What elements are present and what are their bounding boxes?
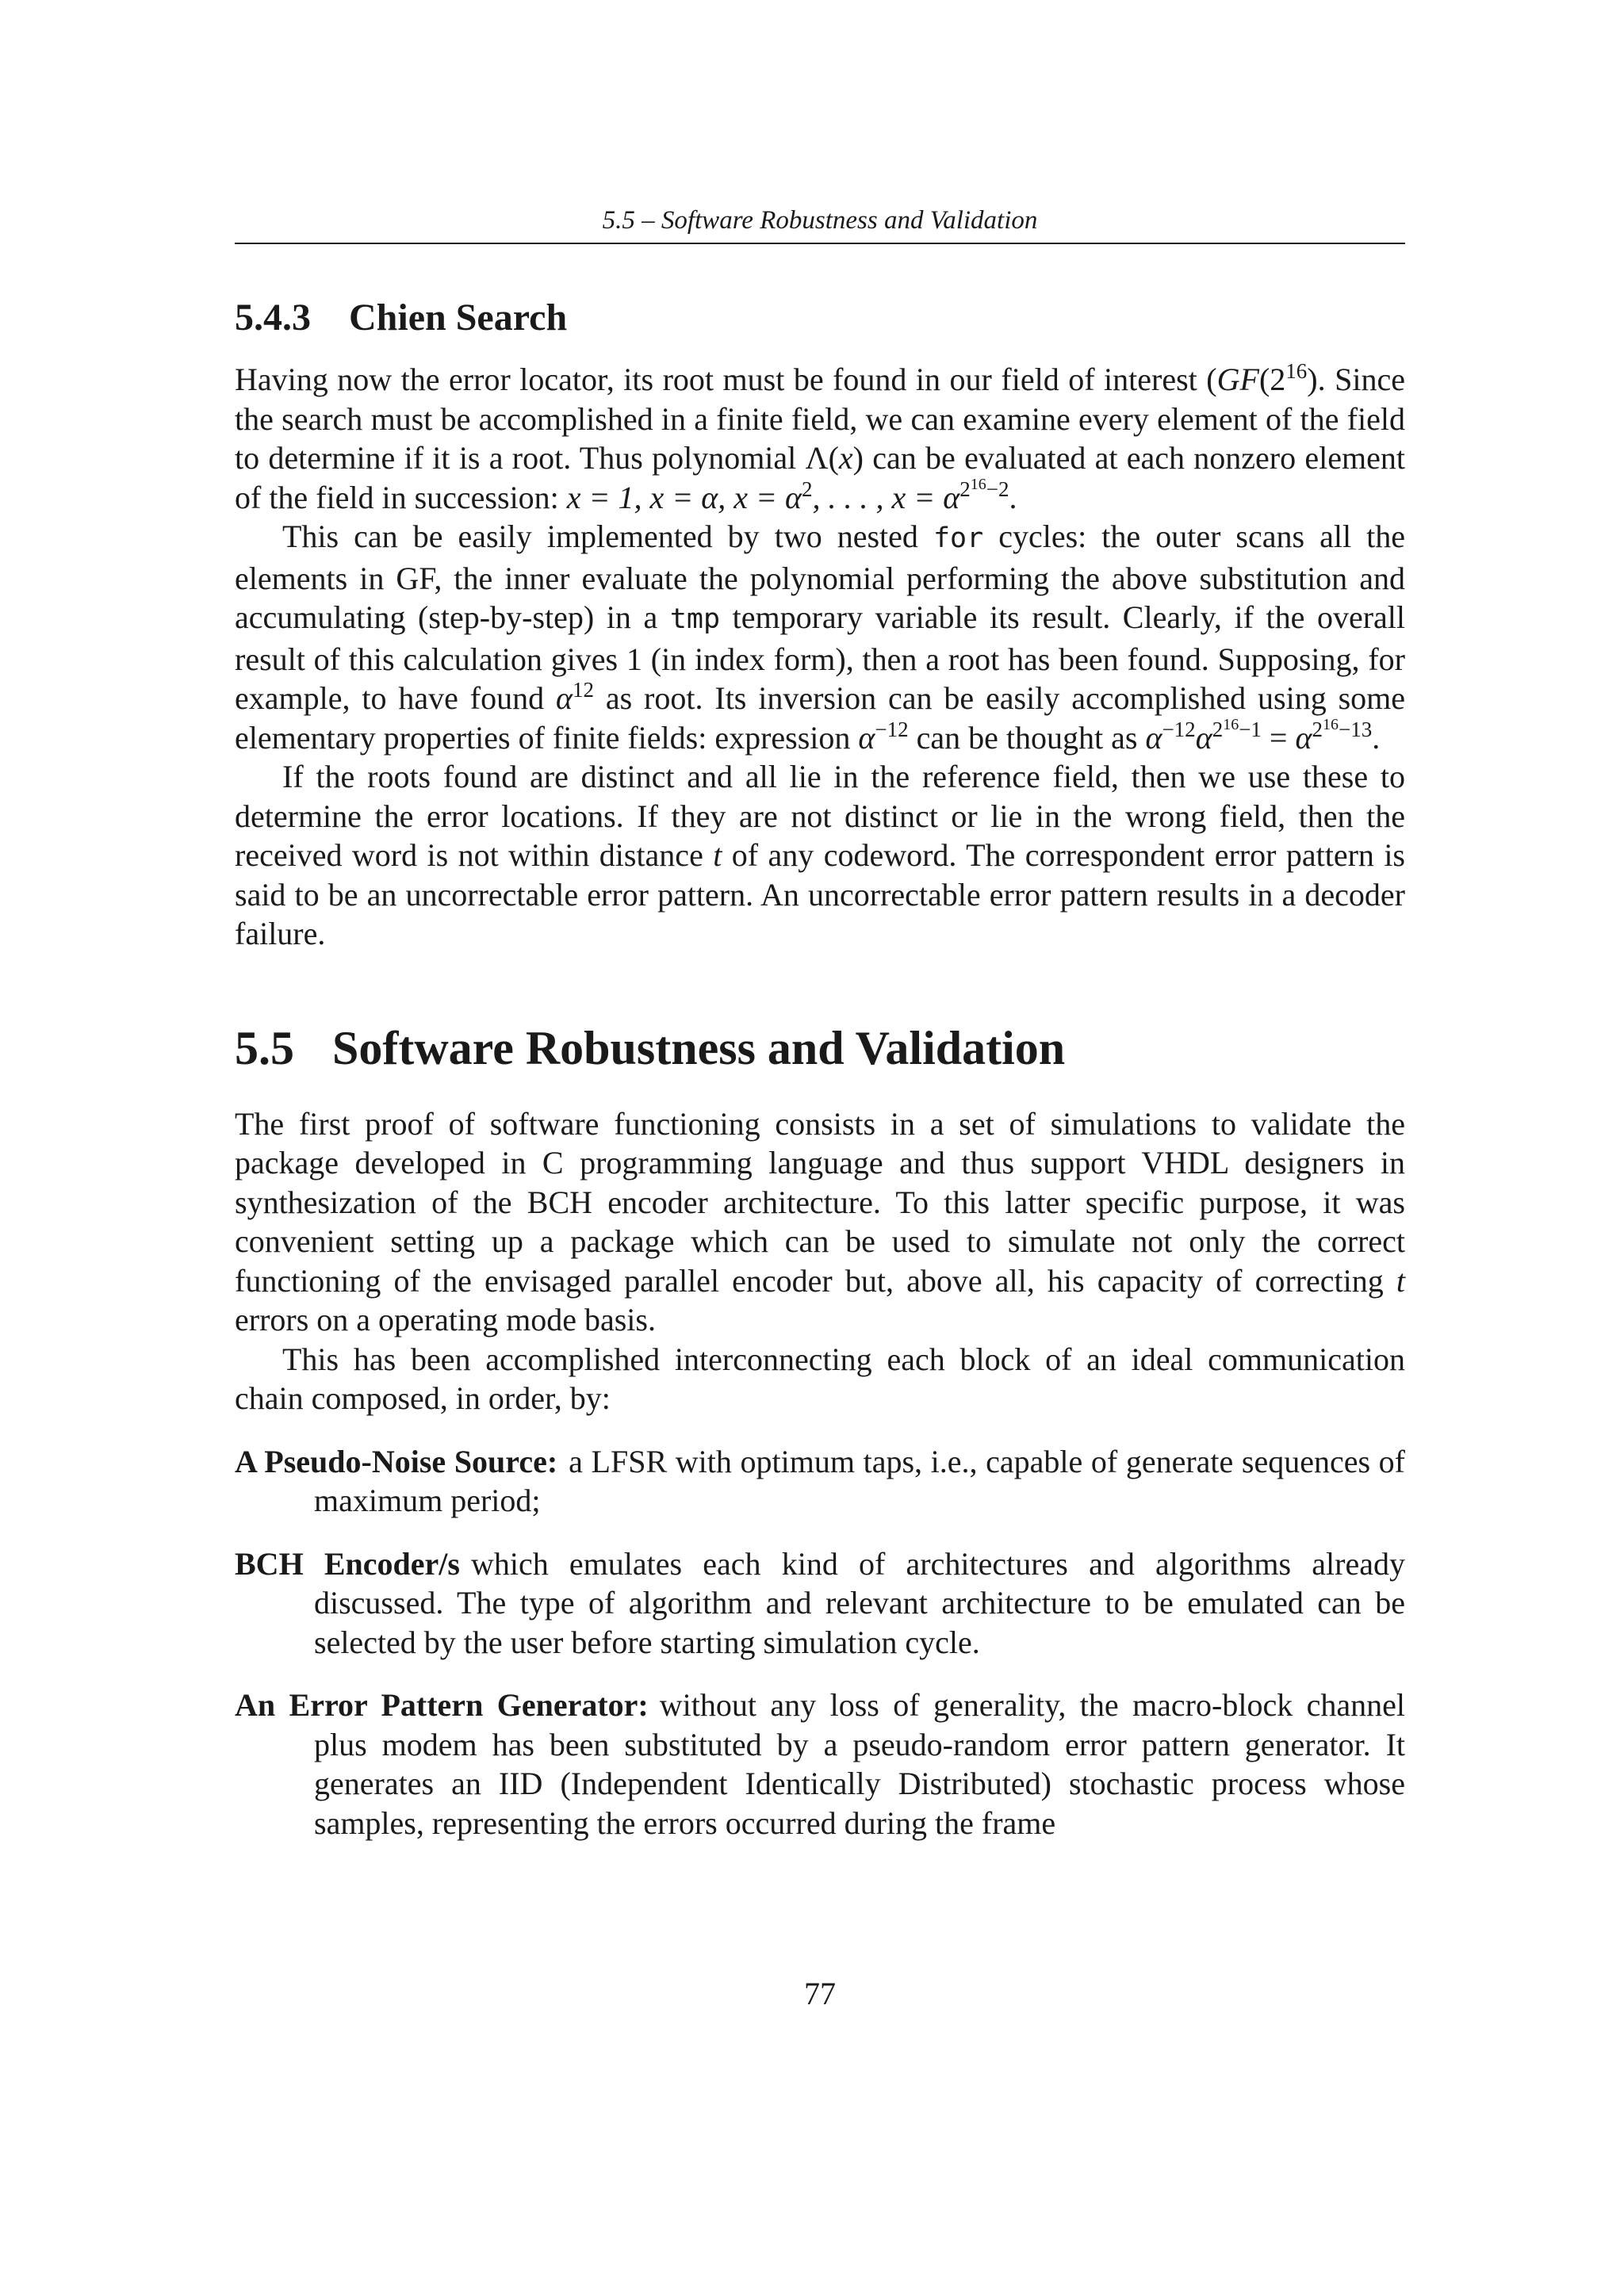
list-item-term: A Pseudo-Noise Source: — [235, 1443, 558, 1479]
text-run: as root. Its inversion can be easily accomplished using some elementary properties of finite fields: expression — [235, 680, 1406, 756]
running-head: 5.5 – Software Robustness and Validation — [602, 206, 1038, 235]
text-run: Having now the error locator, its root must be found in our field of interest ( — [235, 362, 1217, 397]
math-alpha: α — [555, 680, 573, 716]
page-number: 77 — [804, 1976, 836, 2011]
list-item-text: without any loss of generality, the macro-block channel plus modem has been substituted by a pseudo-random error pattern generator. It generates an IID (Independent Identically Distributed) stochastic process whose samples, representing the errors occurred during the frame — [314, 1687, 1405, 1841]
code-tmp: tmp — [669, 603, 721, 635]
math-exponent: 12 — [572, 678, 594, 702]
math-run: 2 — [1312, 717, 1323, 741]
math-exponent: 16 — [970, 475, 986, 493]
list-item-text: which emulates each kind of architectures and algorithms already discussed. The type of algorithm and relevant architecture to be emulated can be selected by the user before starting simulation cycle. — [314, 1545, 1405, 1660]
math-exponent: 16 — [1322, 715, 1339, 733]
math-alpha: α — [1145, 719, 1162, 756]
math-exponent: 16 — [1285, 359, 1308, 383]
section-title: Software Robustness and Validation — [332, 1021, 1066, 1074]
code-for: for — [933, 522, 984, 554]
text-run: Since the search must be accomplished in a finite field, we can examine every element of the field to determine if it is a root. Thus polynomial Λ( — [235, 362, 1405, 476]
header-rule — [235, 243, 1405, 244]
paragraph-nested-for — [235, 517, 1405, 757]
text-run: temporary variable its result. Clearly, if the overall result of this calculation gives 1 (in index form), then a root has been found. Supposing, for example, to have found — [235, 599, 1406, 716]
list-item-error-generator — [235, 1686, 1405, 1843]
paragraph-error-locator — [235, 360, 1405, 517]
paragraph-chain: This has been accomplished interconnecting each block of an ideal communication chain composed, in order, by: — [235, 1341, 1405, 1416]
math-run: (2 — [1258, 362, 1286, 397]
math-gf: GF — [1216, 362, 1259, 397]
text-run: errors on a operating mode basis. — [235, 1302, 656, 1337]
math-exponent: −12 — [875, 717, 909, 741]
math-alpha: α — [1195, 719, 1212, 756]
math-alpha: α — [1295, 719, 1312, 756]
math-sequence: x = 1, x = α, x = α — [566, 479, 802, 515]
math-exponent: −12 — [1162, 717, 1196, 741]
list-item-term: BCH Encoder/s — [235, 1545, 460, 1582]
math-exponent — [959, 477, 1009, 501]
text-run: can be thought as — [908, 719, 1146, 756]
math-run: −13 — [1338, 717, 1373, 741]
text-run: The first proof of software functioning consists in a set of simulations to validate the package developed in C programming language and thus support VHDL designers in synthesization of the BCH encoder architecture. To this latter specific purpose, it was convenient setting up a package which can be used to simulate not only the correct functioning of the envisaged parallel encoder but, above all, his capacity of correcting — [235, 1105, 1405, 1299]
page-content — [235, 293, 1405, 1843]
paragraph-roots — [235, 757, 1405, 954]
section-heading — [235, 1019, 1405, 1077]
text-run: ) can be evaluated at each nonzero element of the field in succession: — [235, 440, 1405, 515]
text-run: If the roots found are distinct and all lie in the reference field, then we use these to determine the error locations. If they are not distinct or lie in the wrong field, then the received word is not within distance — [235, 759, 1405, 873]
text-run: . — [1372, 719, 1381, 756]
list-item-bch-encoder — [235, 1544, 1405, 1663]
math-run: 2 — [1212, 717, 1224, 741]
section-number: 5.5 — [235, 1021, 294, 1074]
text-run: . — [1009, 479, 1017, 515]
subsection-number: 5.4.3 — [235, 297, 311, 339]
math-exponent: 16 — [1223, 715, 1239, 733]
math-run: −2 — [986, 476, 1009, 501]
math-run: −1 — [1239, 717, 1262, 741]
text-run: of any codeword. The correspondent error pattern is said to be an uncorrectable error pattern. An uncorrectable error pattern results in a decoder failure. — [235, 837, 1405, 951]
math-t: t — [713, 837, 722, 873]
math-run: 2 — [959, 476, 971, 501]
math-sequence: , . . . , x = α — [812, 479, 960, 515]
text-run: This can be easily implemented by two nested — [282, 519, 933, 554]
math-x: x — [838, 440, 853, 476]
math-equals: = — [1261, 719, 1296, 756]
math-alpha: α — [858, 719, 875, 756]
list-item-term: An Error Pattern Generator: — [235, 1687, 649, 1723]
math-t: t — [1396, 1262, 1405, 1299]
math-exponent — [1212, 715, 1262, 741]
math-run: ). — [1307, 362, 1326, 397]
subsection-title: Chien Search — [349, 297, 568, 339]
list-item-text: a LFSR with optimum taps, i.e., capable of generate sequences of maximum period; — [314, 1443, 1406, 1518]
paragraph-simulations — [235, 1104, 1405, 1340]
math-exponent: 2 — [802, 476, 813, 501]
list-item-pn-source — [235, 1442, 1405, 1521]
math-exponent — [1312, 715, 1373, 741]
subsection-heading — [235, 293, 1405, 342]
text-run: cycles: the outer scans all the elements in GF, the inner evaluate the polynomial performing the above substitution and accumulating (step-by-step) in a — [235, 519, 1405, 635]
